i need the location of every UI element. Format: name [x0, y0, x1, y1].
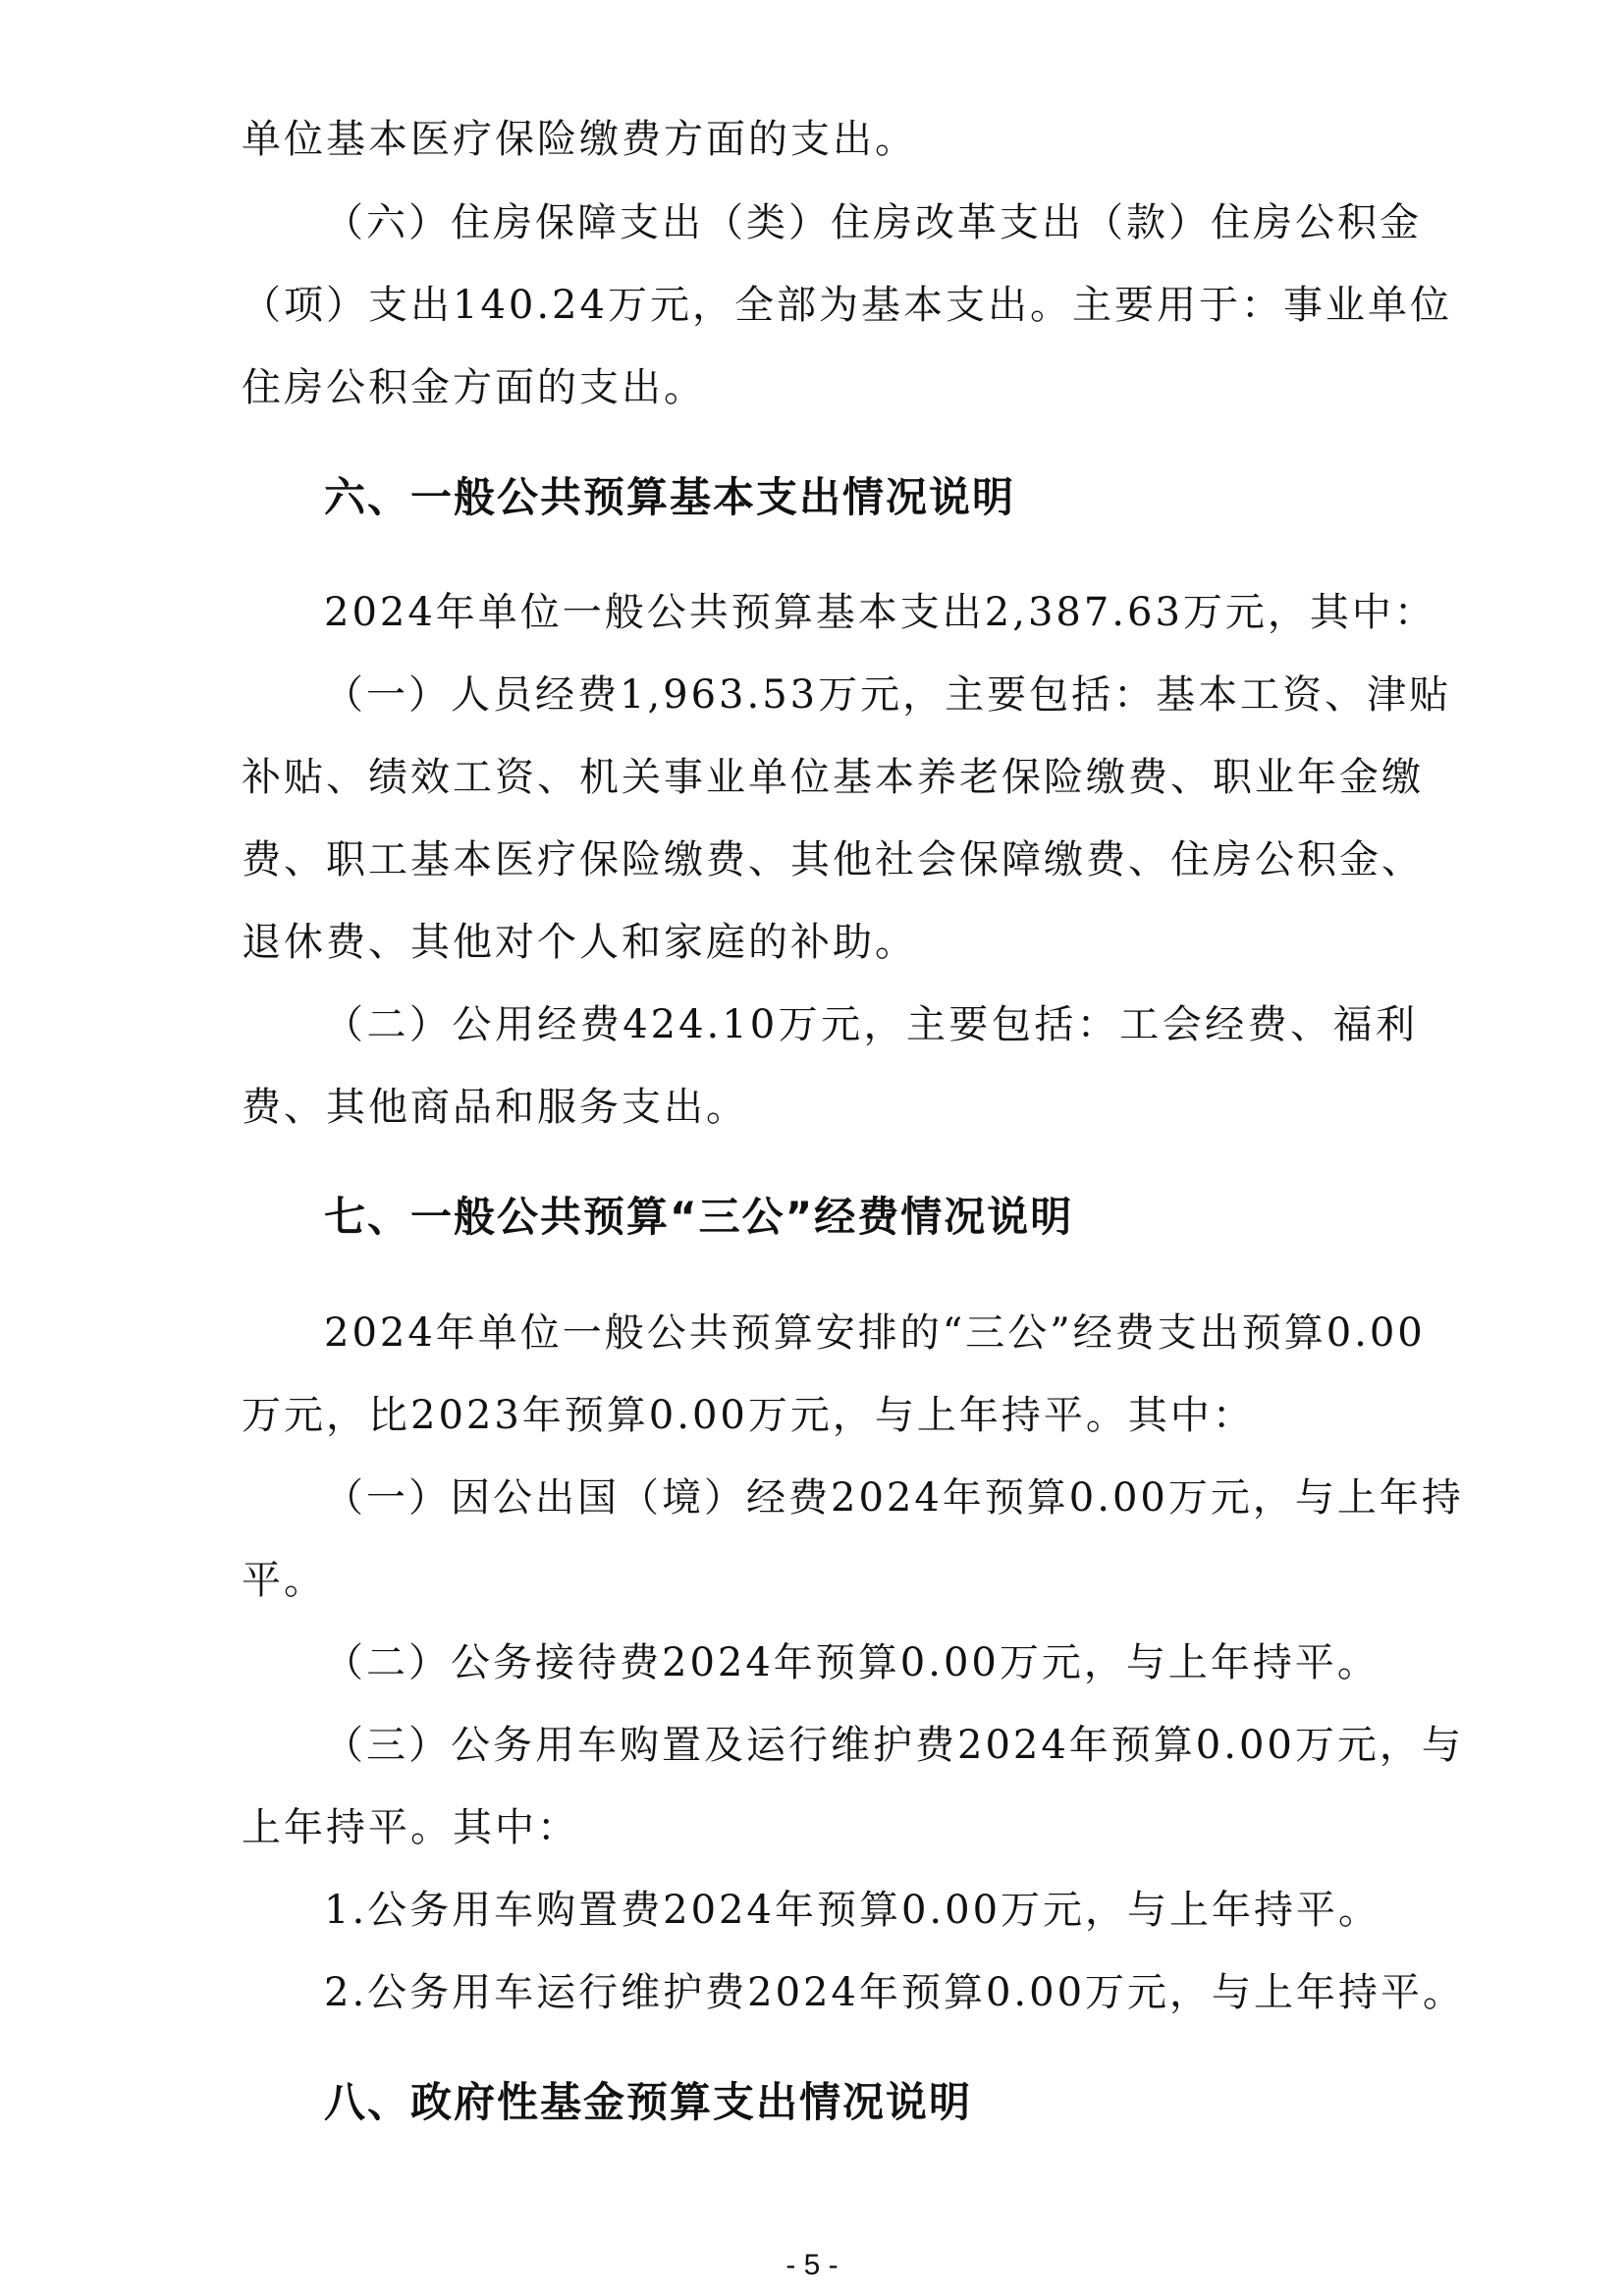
paragraph-line: 费、其他商品和服务支出。	[242, 1085, 748, 1130]
paragraph-line: 万元，比2023年预算0.00万元，与上年持平。其中：	[242, 1393, 1255, 1438]
paragraph-line: 上年持平。其中：	[242, 1805, 579, 1850]
paragraph-line: （二）公用经费424.10万元，主要包括：工会经费、福利	[324, 1002, 1418, 1047]
paragraph-line: （一）人员经费1,963.53万元，主要包括：基本工资、津贴	[324, 672, 1452, 718]
paragraph-line: 单位基本医疗保险缴费方面的支出。	[242, 117, 917, 162]
paragraph-line: （三）公务用车购置及运行维护费2024年预算0.00万元，与	[324, 1723, 1464, 1768]
paragraph-line: 2024年单位一般公共预算安排的“三公”经费支出预算0.00	[324, 1310, 1426, 1356]
paragraph-line: 1.公务用车购置费2024年预算0.00万元，与上年持平。	[324, 1888, 1381, 1933]
paragraph-line: 补贴、绩效工资、机关事业单位基本养老保险缴费、职业年金缴	[242, 755, 1424, 800]
paragraph-line: 2.公务用车运行维护费2024年预算0.00万元，与上年持平。	[324, 1970, 1466, 2015]
paragraph-line: 住房公积金方面的支出。	[242, 365, 706, 410]
page-number: - 5 -	[785, 2249, 839, 2281]
paragraph-line: （二）公务接待费2024年预算0.00万元，与上年持平。	[324, 1640, 1380, 1685]
section-heading-8: 八、政府性基金预算支出情况说明	[324, 2078, 973, 2126]
paragraph-line: （一）因公出国（境）经费2024年预算0.00万元，与上年持	[324, 1475, 1464, 1521]
paragraph-line: （六）住房保障支出（类）住房改革支出（款）住房公积金	[324, 200, 1422, 245]
paragraph-line: （项）支出140.24万元，全部为基本支出。主要用于：事业单位	[242, 283, 1452, 328]
paragraph-line: 平。	[242, 1558, 326, 1603]
paragraph-line: 退休费、其他对个人和家庭的补助。	[242, 920, 917, 965]
section-heading-6: 六、一般公共预算基本支出情况说明	[324, 473, 1016, 521]
section-heading-7: 七、一般公共预算“三公”经费情况说明	[324, 1193, 1074, 1241]
paragraph-line: 2024年单位一般公共预算基本支出2,387.63万元，其中：	[324, 590, 1436, 635]
paragraph-line: 费、职工基本医疗保险缴费、其他社会保障缴费、住房公积金、	[242, 837, 1424, 882]
